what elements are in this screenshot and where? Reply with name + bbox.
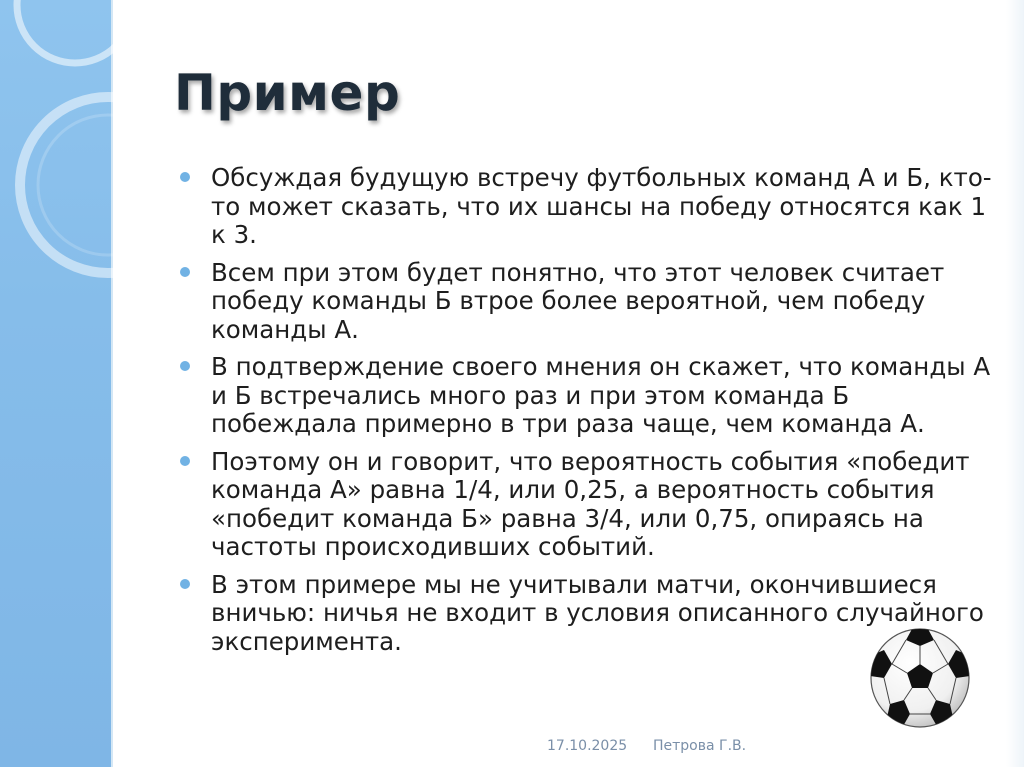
bullet-dot-icon [180, 579, 190, 589]
bullet-dot-icon [180, 456, 190, 466]
bullet-dot-icon [180, 267, 190, 277]
decorative-circles [0, 0, 140, 300]
bullet-item [178, 448, 993, 562]
bullet-dot-icon [180, 172, 190, 182]
inner-ring-shape [38, 115, 140, 255]
bullet-text: Поэтому он и говорит, что вероятность события «победит команда А» равна 1/4, или 0,25, а вероятность события «победит команда Б» равна 3/4, или 0,75, опираясь на частоты происходивших событий. [211, 446, 970, 561]
bullet-text: Всем при этом будет понятно, что этот человек считает победу команды Б втрое более вероятной, чем победу команды А. [211, 257, 945, 344]
bullet-item [178, 259, 993, 345]
bullet-list [178, 164, 993, 665]
bullet-text: В подтверждение своего мнения он скажет, что команды А и Б встречались много раз и при этом команда Б побеждала примерно в три раза чаще, чем команда А. [211, 352, 991, 438]
top-ring-shape [17, 0, 133, 63]
bullet-text: В этом примере мы не учитывали матчи, окончившиеся вничью: ничья не входит в условия описанного случайного эксперимента. [211, 569, 984, 656]
bullet-dot-icon [180, 361, 190, 371]
bullet-text: Обсуждая будущую встречу футбольных команд А и Б, кто-то может сказать, что их шансы на победу относятся как 1 к 3. [211, 163, 992, 249]
footer-author: Петрова Г.В. [653, 738, 747, 754]
footer-date: 17.10.2025 [547, 738, 628, 754]
bullet-item [178, 353, 993, 439]
bullet-item [178, 164, 993, 250]
slide-title: Пример [174, 64, 401, 122]
soccer-ball-icon [868, 626, 972, 730]
right-edge-shadow [1006, 0, 1024, 767]
